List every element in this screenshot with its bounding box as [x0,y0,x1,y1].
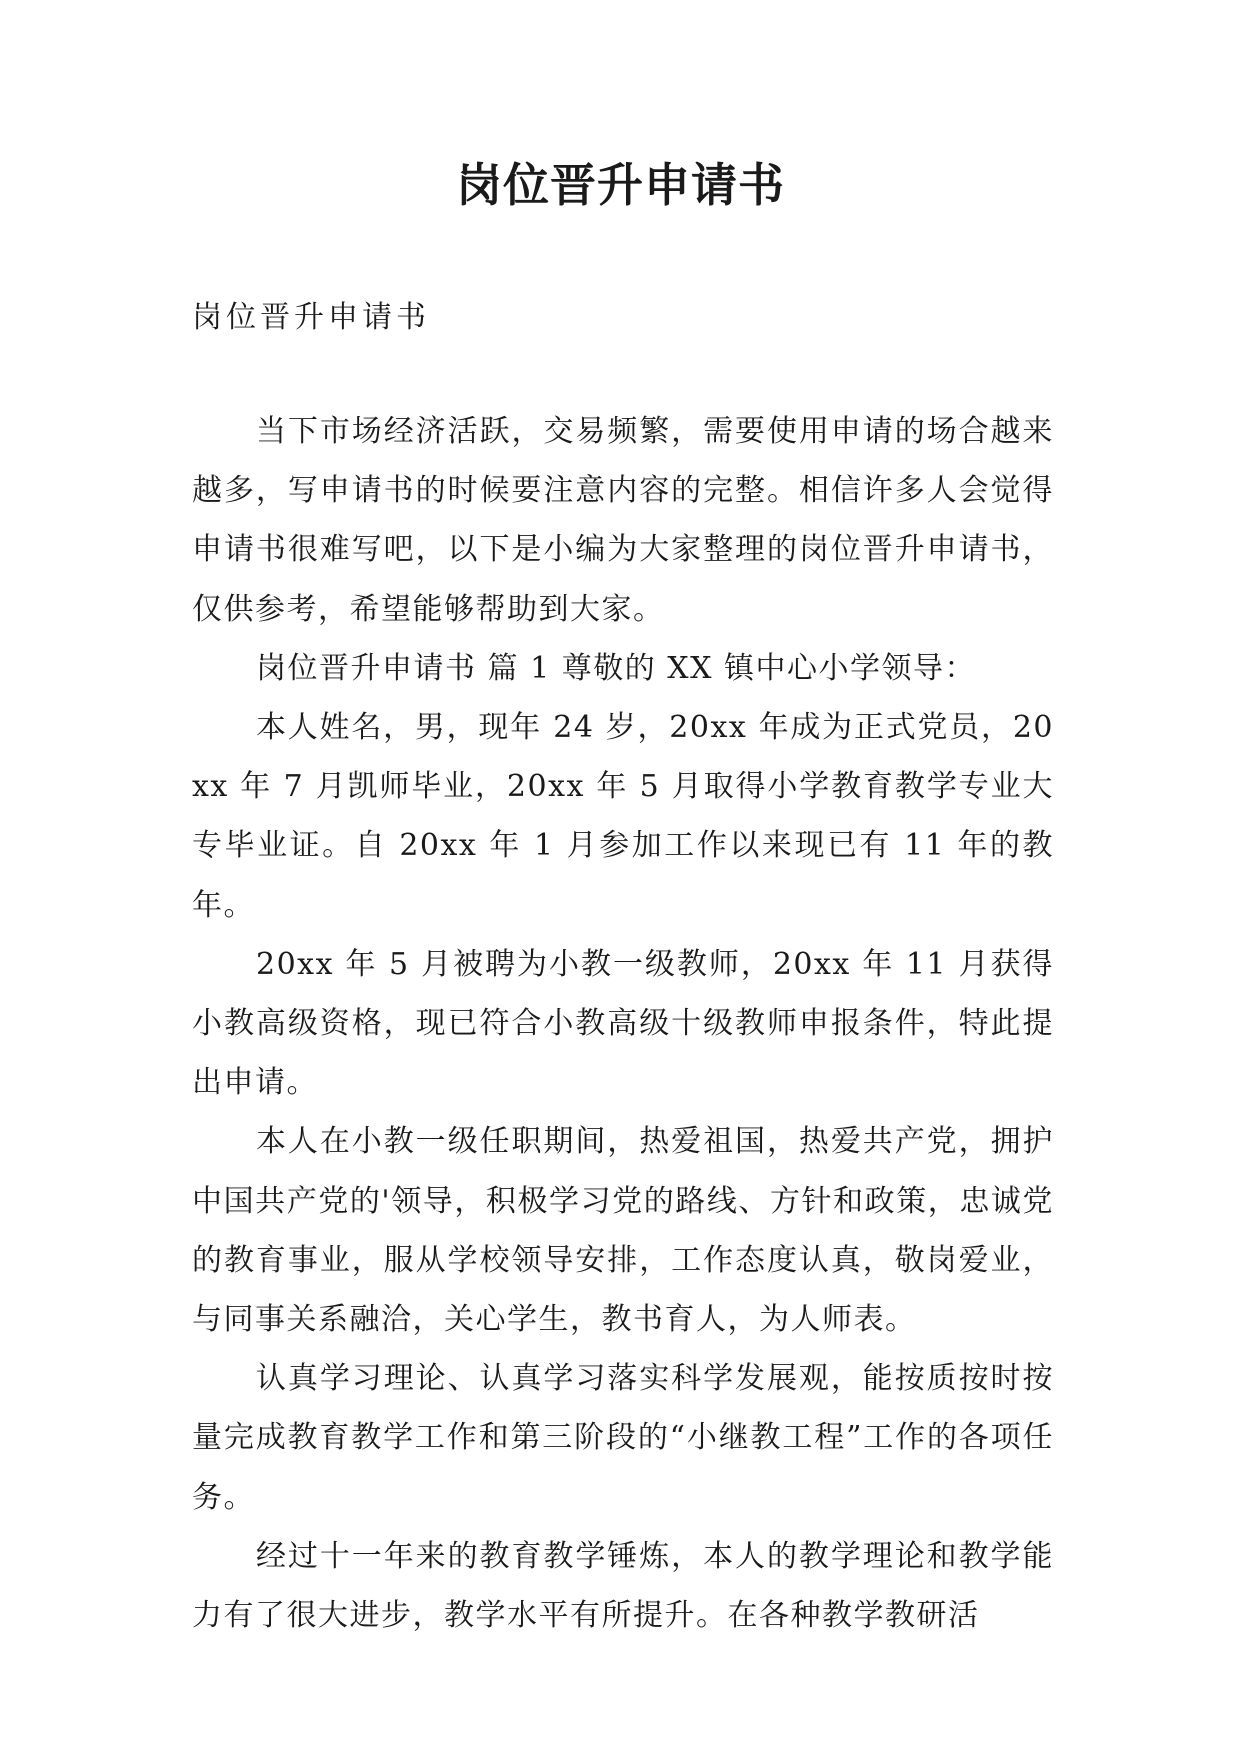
document-title: 岗位晋升申请书 [456,158,785,212]
paragraph-qualification: 20xx 年 5 月被聘为小教一级教师，20xx 年 11 月获得小教高级资格，现已符合小教高级十级教师申报条件，特此提出申请。 [192,946,1054,1101]
paragraph-salutation: 岗位晋升申请书 篇 1 尊敬的 XX 镇中心小学领导： [256,650,976,686]
paragraph-study: 认真学习理论、认真学习落实科学发展观，能按质按时按量完成教育教学工作和第三阶段的“小继教工程”工作的各项任务。 [192,1361,1054,1515]
document-subtitle: 岗位晋升申请书 [192,300,430,335]
paragraph-personal-info: 本人姓名，男，现年 24 岁，20xx 年成为正式党员，20xx 年 7 月凯师毕业，20xx 年 5 月取得小学教育教学专业大专毕业证。自 20xx 年 1 月参加工作以来现已有 11 年的教年。 [192,710,1054,923]
paragraph-intro: 当下市场经济活跃，交易频繁，需要使用申请的场合越来越多，写申请书的时候要注意内容的完整。相信许多人会觉得申请书很难写吧，以下是小编为大家整理的岗位晋升申请书，仅供参考，希望能够帮助到大家。 [192,414,1054,627]
paragraph-progress: 经过十一年来的教育教学锤炼，本人的教学理论和教学能力有了很大进步，教学水平有所提升。在各种教学教研活 [192,1538,1054,1634]
document-body [192,402,1054,1645]
paragraph-conduct: 本人在小教一级任职期间，热爱祖国，热爱共产党，拥护中国共产党的'领导，积极学习党的路线、方针和政策，忠诚党的教育事业，服从学校领导安排，工作态度认真，敬岗爱业，与同事关系融洽，关心学生，教书育人，为人师表。 [192,1124,1054,1338]
